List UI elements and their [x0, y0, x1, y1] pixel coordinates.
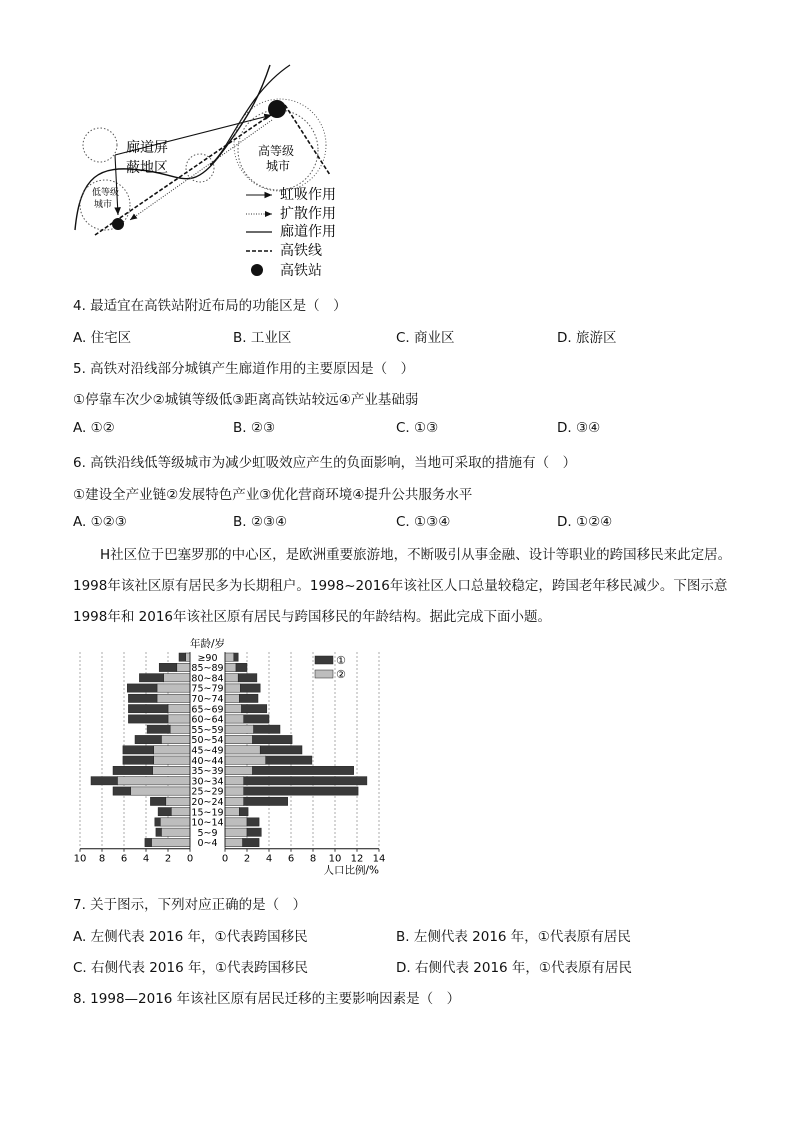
q7-stem: 7. 关于图示，下列对应正确的是（ ）	[73, 897, 307, 913]
q4-option-c: C. 商业区	[396, 330, 455, 346]
legend-label-series2: ②	[336, 668, 346, 681]
bar-left-series2	[154, 756, 190, 764]
bar-left-series1	[113, 787, 131, 795]
y-axis-title: 年龄/岁	[189, 638, 226, 650]
bar-left-series2	[168, 705, 190, 713]
x-tick-label-right: 2	[243, 853, 251, 865]
bar-right-series2	[225, 777, 244, 785]
q5-option-d: D. ③④	[557, 420, 601, 436]
legend-swatch-series1	[315, 656, 333, 664]
bar-left-series1	[147, 725, 170, 733]
high-station-icon	[268, 100, 286, 118]
bar-right-series2	[225, 818, 247, 826]
bar-right-series2	[225, 787, 244, 795]
legend-swatch-series2	[315, 670, 333, 678]
low-station-icon	[112, 218, 124, 230]
legend-diffusion: 扩散作用	[280, 206, 336, 222]
q4-stem: 4. 最适宜在高铁站附近布局的功能区是（ ）	[73, 298, 347, 314]
q4-option-b: B. 工业区	[233, 330, 292, 346]
age-label: 10~14	[191, 817, 224, 829]
x-tick-label-right: 14	[372, 853, 386, 865]
bar-right-series1	[244, 787, 358, 795]
x-tick-label-right: 12	[350, 853, 364, 865]
q5-option-b: B. ②③	[233, 420, 276, 436]
legend-siphon: 虹吸作用	[280, 187, 336, 203]
bar-right-series2	[225, 715, 244, 723]
bar-left-series2	[177, 663, 190, 671]
bar-left-series2	[117, 777, 190, 785]
bar-right-series1	[247, 828, 261, 836]
bar-right-series2	[225, 808, 239, 816]
bar-right-series1	[239, 808, 248, 816]
age-label: 65~69	[191, 704, 224, 716]
legend-corridor: 廊道作用	[280, 224, 336, 240]
bar-left-series2	[157, 684, 190, 692]
bar-left-series1	[128, 694, 157, 702]
x-tick-label-left: 6	[120, 853, 128, 865]
age-label: 25~29	[191, 786, 224, 798]
legend-label-series1: ①	[336, 654, 346, 667]
x-tick-label-left: 2	[164, 853, 172, 865]
q4-option-d: D. 旅游区	[557, 330, 617, 346]
bar-right-series1	[266, 756, 312, 764]
bar-right-series1	[253, 766, 354, 774]
bar-right-series2	[225, 766, 253, 774]
age-label: 80~84	[191, 673, 224, 685]
bar-left-series1	[139, 674, 163, 682]
q6-option-d: D. ①②④	[557, 514, 613, 530]
q7-option-a: A. 左侧代表 2016 年，①代表跨国移民	[73, 929, 308, 945]
bar-right-series1	[247, 818, 259, 826]
legend-rail: 高铁线	[280, 243, 322, 259]
x-tick-label-left: 4	[142, 853, 150, 865]
age-label: 30~34	[191, 776, 224, 788]
x-axis-title: 人口比例/%	[323, 864, 379, 877]
bar-left-series1	[158, 808, 171, 816]
age-label: ≥90	[197, 652, 218, 664]
bar-right-series1	[244, 777, 367, 785]
bar-left-series1	[179, 653, 186, 661]
bar-left-series1	[135, 735, 161, 743]
low-city-label-1: 低等级	[92, 188, 120, 198]
x-tick-label-right: 6	[287, 853, 295, 865]
bar-left-series1	[159, 663, 177, 671]
q5-option-c: C. ①③	[396, 420, 439, 436]
bar-right-series2	[225, 663, 236, 671]
q7-option-b: B. 左侧代表 2016 年，①代表原有居民	[396, 929, 631, 945]
bar-right-series2	[225, 674, 238, 682]
age-label: 85~89	[191, 663, 224, 675]
high-city-label-1: 高等级	[258, 144, 295, 158]
q6-stem: 6. 高铁沿线低等级城市为减少虹吸效应产生的负面影响，当地可采取的措施有（ ）	[73, 455, 577, 471]
bar-left-series1	[150, 797, 165, 805]
q6-option-a: A. ①②③	[73, 514, 127, 530]
corridor-label-1: 廊道屏	[126, 140, 168, 156]
bar-left-series1	[145, 838, 152, 846]
x-tick-label-left: 0	[186, 853, 194, 865]
bar-right-series1	[239, 694, 258, 702]
bar-left-series2	[161, 828, 190, 836]
population-pyramid-chart	[70, 632, 400, 880]
bar-left-series2	[170, 725, 190, 733]
bar-left-series1	[113, 766, 153, 774]
bar-left-series1	[128, 705, 168, 713]
age-label: 75~79	[191, 683, 224, 695]
bar-right-series2	[225, 735, 253, 743]
bar-right-series2	[225, 838, 243, 846]
age-label: 0~4	[197, 838, 218, 850]
rail-effect-diagram	[60, 55, 380, 285]
age-label: 15~19	[191, 807, 224, 819]
bar-left-series2	[154, 746, 190, 754]
age-label: 45~49	[191, 745, 224, 757]
bar-left-series1	[123, 756, 154, 764]
bar-right-series1	[244, 715, 269, 723]
bar-right-series2	[225, 746, 260, 754]
bar-left-series2	[166, 797, 190, 805]
q7-option-d: D. 右侧代表 2016 年，①代表原有居民	[396, 960, 633, 976]
corridor-label-2: 蔽地区	[126, 160, 168, 176]
siphon-arrow-2	[115, 155, 118, 215]
q6-option-b: B. ②③④	[233, 514, 288, 530]
bar-right-series1	[242, 705, 267, 713]
q8-stem: 8. 1998—2016 年该社区原有居民迁移的主要影响因素是（ ）	[73, 991, 461, 1007]
bar-right-series2	[225, 653, 234, 661]
age-label: 40~44	[191, 755, 224, 767]
high-city-label-2: 城市	[266, 159, 291, 173]
x-tick-label-right: 4	[265, 853, 273, 865]
x-tick-label-right: 10	[328, 853, 342, 865]
bar-right-series1	[260, 746, 302, 754]
bar-right-series1	[238, 674, 257, 682]
bar-left-series1	[155, 818, 161, 826]
bar-right-series2	[225, 694, 239, 702]
bar-left-series2	[160, 818, 190, 826]
q6-items: ①建设全产业链②发展特色产业③优化营商环境④提升公共服务水平	[73, 487, 473, 503]
bar-right-series1	[244, 797, 288, 805]
corridor-circle	[83, 128, 117, 162]
x-tick-label-right: 0	[221, 853, 229, 865]
age-label: 5~9	[197, 827, 218, 839]
bar-left-series2	[164, 674, 190, 682]
bar-left-series2	[131, 787, 190, 795]
bar-right-series1	[254, 725, 280, 733]
q5-option-a: A. ①②	[73, 420, 115, 436]
bar-left-series1	[123, 746, 154, 754]
rail-line	[95, 105, 285, 235]
x-tick-label-right: 8	[309, 853, 317, 865]
bar-right-series1	[234, 653, 238, 661]
bar-left-series2	[171, 808, 190, 816]
bar-left-series2	[161, 735, 190, 743]
bar-right-series2	[225, 684, 240, 692]
bar-right-series1	[236, 663, 247, 671]
bar-left-series1	[127, 684, 157, 692]
low-city-label-2: 城市	[94, 200, 113, 210]
bar-left-series2	[157, 694, 190, 702]
q5-items: ①停靠车次少②城镇等级低③距离高铁站较远④产业基础弱	[73, 392, 419, 408]
q7-option-c: C. 右侧代表 2016 年，①代表跨国移民	[73, 960, 309, 976]
bar-left-series1	[156, 828, 162, 836]
bar-right-series2	[225, 725, 254, 733]
bar-right-series2	[225, 828, 247, 836]
bar-right-series2	[225, 705, 242, 713]
age-label: 20~24	[191, 797, 224, 808]
bar-left-series1	[91, 777, 117, 785]
bar-right-series1	[253, 735, 293, 743]
age-label: 60~64	[191, 714, 224, 726]
passage: H社区位于巴塞罗那的中心区，是欧洲重要旅游地，不断吸引从事金融、设计等职业的跨国移民来此定居。1998年该社区原有居民多为长期租户。1998~2016年该社区人口总量较稳定，跨国老年移民减少。下图示意 1998年和 2016年该社区原有居民与跨国移民的年龄结构。据此完成下面小题。	[73, 547, 732, 625]
bar-left-series2	[153, 766, 190, 774]
age-label: 70~74	[191, 694, 224, 705]
bar-left-series2	[152, 838, 191, 846]
bar-right-series1	[243, 838, 260, 846]
bar-right-series2	[225, 797, 244, 805]
x-tick-label-left: 10	[73, 853, 87, 865]
bar-right-series1	[240, 684, 260, 692]
q6-option-c: C. ①③④	[396, 514, 451, 530]
bar-left-series1	[128, 715, 168, 723]
x-tick-label-left: 8	[98, 853, 106, 865]
rail-line-2	[285, 105, 330, 175]
bar-right-series2	[225, 756, 266, 764]
bar-left-series2	[186, 653, 190, 661]
age-label: 55~59	[191, 724, 224, 736]
age-label: 35~39	[191, 766, 224, 778]
age-label: 50~54	[191, 735, 224, 747]
q4-option-a: A. 住宅区	[73, 330, 132, 346]
legend-station: 高铁站	[280, 263, 322, 279]
q5-stem: 5. 高铁对沿线部分城镇产生廊道作用的主要原因是（ ）	[73, 361, 415, 377]
bar-left-series2	[168, 715, 190, 723]
legend-station-symbol	[251, 264, 263, 276]
